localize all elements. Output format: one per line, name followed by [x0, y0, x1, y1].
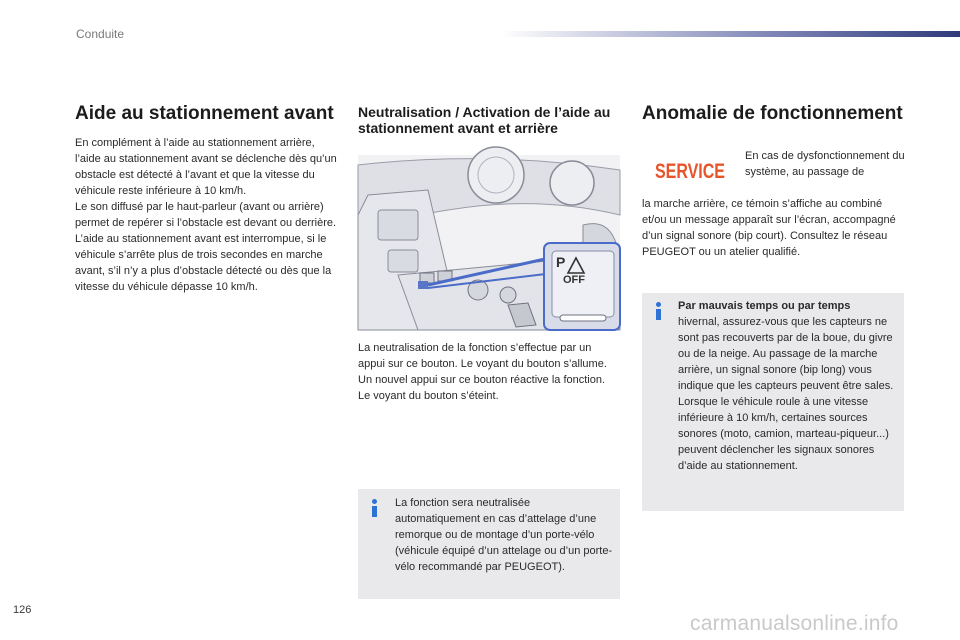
- info-text: La fonction sera neutralisée automatiquement en cas d’attelage d’une remorque ou de montage d’un porte-vélo (véhicule équipé d’un attelage ou d’un porte-vélo recommandé par PEUGEOT).: [395, 497, 613, 573]
- paragraph: La neutralisation de la fonction s’effectue par un appui sur ce bouton. Le voyant du bouton s’allume.: [358, 342, 607, 370]
- info-icon: [370, 499, 380, 517]
- front-parking-aid-text: [75, 135, 337, 295]
- info-box-trailer: [358, 489, 620, 599]
- info-rest-2: Lorsque le véhicule roule à une vitesse inférieure à 10 km/h, certaines sources sonores (moto, camion, marteau-piqueur...) peuvent déclencher les signaux sonores d’aide au stationnement.: [678, 396, 889, 472]
- deactivation-title: Neutralisation / Activation de l’aide au stationnement avant et arrière: [358, 104, 611, 136]
- service-warning-icon: [654, 159, 726, 181]
- info-rest: hivernal, assurez-vous que les capteurs ne sont pas recouverts par de la boue, du givre ou de la neige. Au passage de la marche arrière, un signal sonore (bip long) vous indique que les capteurs peuvent être sales.: [678, 316, 894, 392]
- paragraph: Un nouvel appui sur ce bouton réactive la fonction. Le voyant du bouton s’éteint.: [358, 374, 606, 402]
- malfunction-title: Anomalie de fonctionnement: [642, 103, 903, 124]
- column-malfunction: [642, 104, 907, 124]
- paragraph: En complément à l’aide au stationnement arrière, l’aide au stationnement avant se déclenche dès qu’un obstacle est détecté à l’avant et que la vitesse du véhicule reste inférieure à 10 km/h.: [75, 137, 337, 197]
- section-label: Conduite: [76, 27, 125, 41]
- paragraph: L’aide au stationnement avant est interrompue, si le véhicule s’arrête plus de trois secondes en marche avant, s’il n’y a plus d’obstacle détecté ou dès que la vitesse du véhicule dépasse 10 km/h.: [75, 233, 332, 293]
- info-text: [678, 298, 900, 474]
- info-box-weather: [642, 293, 904, 511]
- service-continued-text: la marche arrière, ce témoin s’affiche au combiné et/ou un message apparaît sur l’écran, accompagné d’un signal sonore (bip court). Consultez le réseau PEUGEOT ou un atelier qualifié.: [642, 198, 896, 258]
- info-lead: Par mauvais temps ou par temps: [678, 300, 851, 312]
- service-lead-text: En cas de dysfonctionnement du système, au passage de: [745, 150, 905, 178]
- page-number: 126: [13, 604, 32, 616]
- service-label: SERVICE: [655, 160, 725, 183]
- paragraph: Le son diffusé par le haut-parleur (avant ou arrière) permet de repérer si l’obstacle est devant ou derrière.: [75, 201, 337, 229]
- button-label-p: P: [556, 254, 566, 270]
- watermark: carmanualsonline.info: [690, 612, 899, 635]
- front-parking-aid-title: Aide au stationnement avant: [75, 103, 334, 124]
- deactivation-text: [358, 340, 620, 404]
- button-label-off: OFF: [563, 274, 585, 286]
- info-icon: [654, 302, 664, 320]
- column-deactivation: [358, 104, 620, 136]
- column-front-parking-aid: [75, 104, 337, 295]
- dashboard-illustration: [358, 155, 620, 330]
- header-gradient-bar: [500, 31, 960, 37]
